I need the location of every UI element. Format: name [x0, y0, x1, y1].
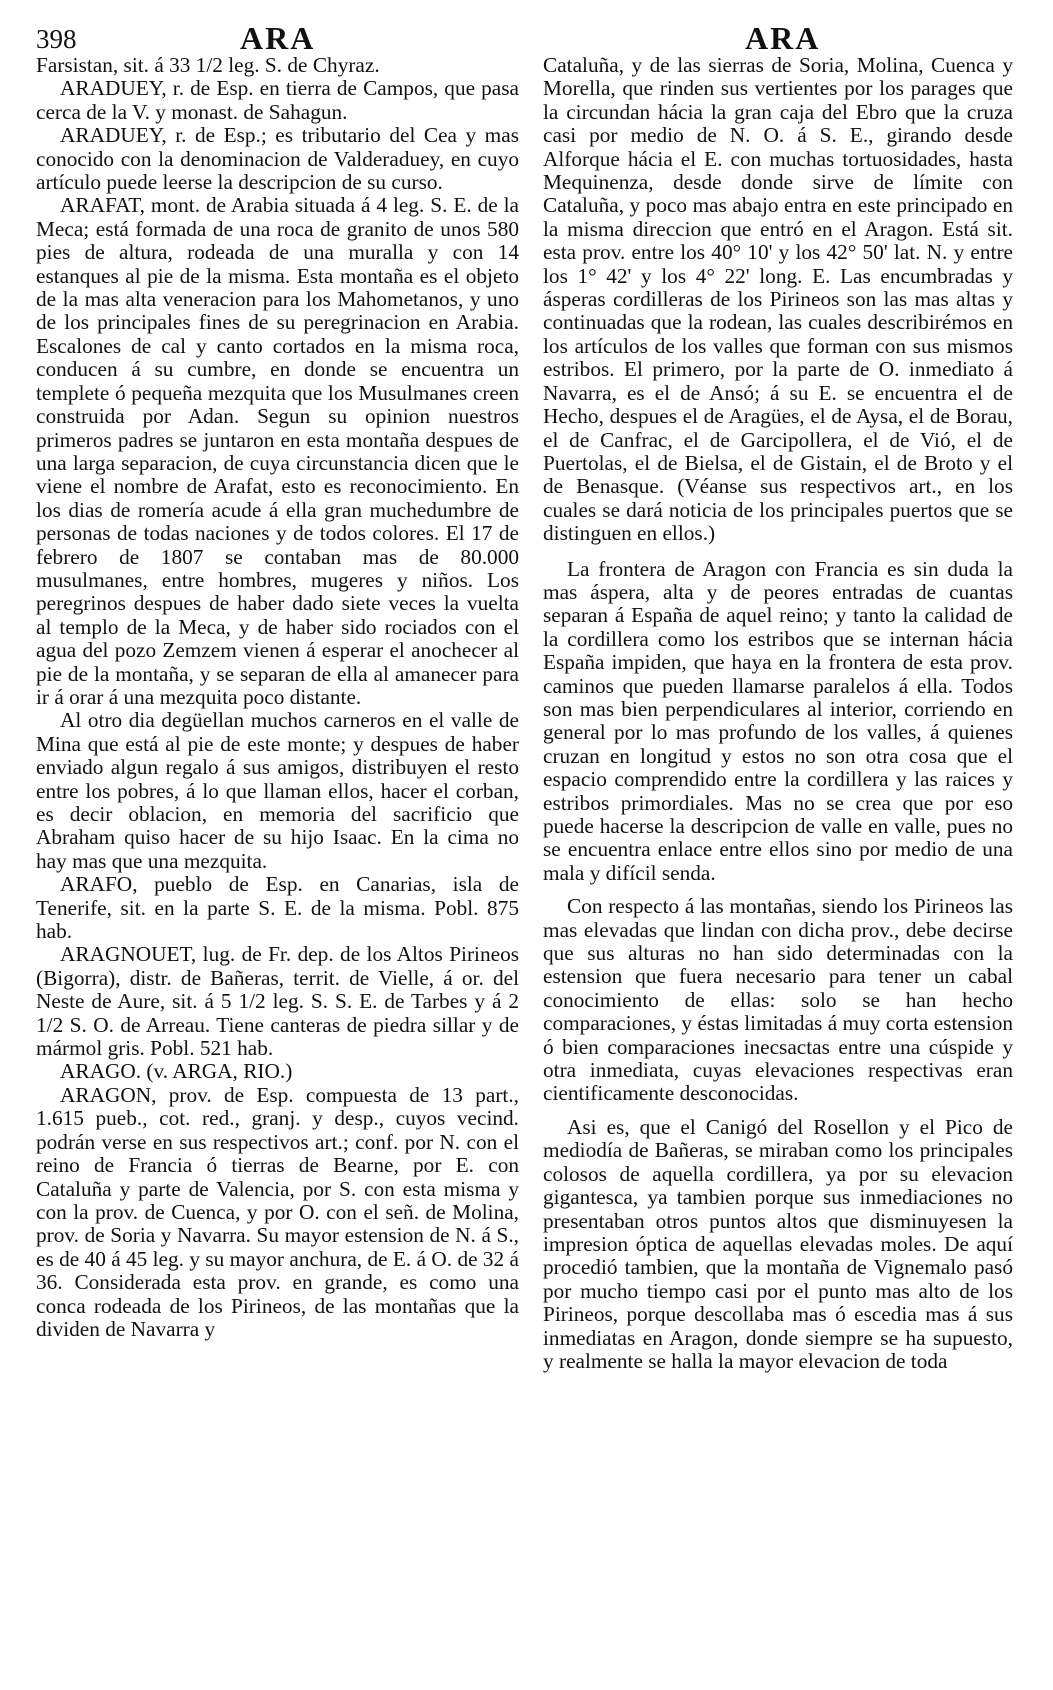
entry-paragraph: ARADUEY, r. de Esp. en tierra de Campos, que pasa cerca de la V. y monast. de Sahagun.: [36, 76, 519, 124]
page-number: 398: [36, 24, 77, 54]
right-column: [543, 54, 1013, 1373]
running-header: [0, 18, 1053, 58]
entry-paragraph: ARAGNOUET, lug. de Fr. dep. de los Altos Pirineos (Bigorra), distr. de Bañeras, territ. de Vielle, á or. del Neste de Aure, sit. á 5 1/2 leg. S. S. E. de Tarbes y á 2 1/2 S. O. de Arreau. Tiene canteras de piedra sillar y de mármol gris. Pobl. 521 hab.: [36, 942, 519, 1061]
entry-paragraph: ARAGON, prov. de Esp. compuesta de 13 part., 1.615 pueb., cot. red., granj. y desp., cuyos vecind. podrán verse en sus respectivos art.; conf. por N. con el reino de Francia ó tierras de Bearne, por E. con Cataluña y parte de Valencia, por S. con esta misma y con la prov. de Cuenca, y por O. con el señ. de Molina, prov. de Soria y Navarra. Su mayor estension de N. á S., es de 40 á 45 leg. y su mayor anchura, de E. á O. de 32 á 36. Considerada esta prov. en grande, es como una conca rodeada de los Pirineos, de las montañas que la dividen de Navarra y: [36, 1082, 519, 1341]
running-headword-left: ARA: [240, 20, 316, 56]
entry-paragraph: ARADUEY, r. de Esp.; es tributario del Cea y mas conocido con la denominacion de Valderaduey, en cuyo artículo puede leerse la descripcion de su curso.: [36, 123, 519, 195]
entry-paragraph: ARAGO. (v. ARGA, RIO.): [60, 1059, 293, 1084]
entry-paragraph: Farsistan, sit. á 33 1/2 leg. S. de Chyraz.: [36, 53, 380, 77]
entry-paragraph: Al otro dia degüellan muchos carneros en el valle de Mina que está al pie de este monte; y despues de haber enviado algun regalo á sus amigos, distribuyen el resto entre los pobres, á lo que llaman ellos, hacer el corban, es decir oblacion, en memoria del sacrificio que Abraham quiso hacer de su hijo Isaac. En la cima no hay mas que una mezquita.: [36, 708, 519, 873]
entry-paragraph: ARAFO, pueblo de Esp. en Canarias, isla de Tenerife, sit. en la parte S. E. de la misma. Pobl. 875 hab.: [36, 872, 519, 944]
entry-paragraph: Cataluña, y de las sierras de Soria, Molina, Cuenca y Morella, que rinden sus vertientes por los parages que la circundan hácia la gran caja del Ebro que la cruza casi por medio de N. O. á S. E., girando desde Alforque hácia el E. con muchas tortuosidades, hasta Mequinenza, desde donde sirve de límite con Cataluña, y poco mas abajo entra en este principado en la misma direccion que entró en el Aragon. Está sit. esta prov. entre los 40° 10' y los 42° 50' lat. N. y entre los 1° 42' y los 4° 22' long. E. Las encumbradas y ásperas cordilleras de los Pirineos son las mas altas y continuadas que la rodean, las cuales describirémos en los artículos de los valles que forman con sus mismos estribos. El primero, por la parte de O. inmediato á Navarra, es el de Ansó; á su E. se encuentra el de Hecho, despues el de Aragües, el de Aysa, el de Borau, el de Canfrac, el de Garcipollera, el de Vió, el de Puertolas, el de Bielsa, el de Gistain, el de Broto y el de Benasque. (Véanse sus respectivos art., en los cuales se dará noticia de los principales puertos que se distinguen en ellos.): [543, 53, 1013, 546]
entry-paragraph: La frontera de Aragon con Francia es sin duda la mas áspera, alta y de peores entradas de cuantas separan á España de aquel reino; y tanto la calidad de la cordillera como los estribos que se internan hácia España impiden, que haya en la frontera de esta prov. caminos que pueden llamarse paralelos á ella. Todos son mas bien perpendiculares al interior, corriendo en general por lo mas profundo de los valles, á quienes cruzan en longitud y estos no son otra cosa que el espacio comprendido entre la cordillera y las raices y estribos primordiales. Mas no se crea que por eso puede hacerse la descripcion de valle en valle, pues no se encuentra enlace entre ellos sino por medio de una mala y difícil senda.: [543, 556, 1013, 885]
entry-paragraph: Con respecto á las montañas, siendo los Pirineos las mas elevadas que lindan con dicha prov., debe decirse que sus alturas no han sido determinadas con la estension que fuera necesario para tener un cabal conocimiento de ellas: solo se han hecho comparaciones, y éstas limitadas á muy corta estension ó bien comparaciones inecsactas entre una cúspide y otra inmediata, cuyas elevaciones respectivas eran cientificamente desconocidas.: [543, 894, 1013, 1106]
left-column: [36, 54, 519, 1341]
entry-paragraph: ARAFAT, mont. de Arabia situada á 4 leg. S. E. de la Meca; está formada de una roca de granito de unos 580 pies de altura, rodeada de una muralla y con 14 estanques al pie de la misma. Esta montaña es el objeto de la mas alta veneracion para los Mahometanos, y uno de los principales fines de su peregrinacion en Arabia. Escalones de cal y canto cortados en la misma roca, conducen á su cumbre, en donde se encuentra un templete ó pequeña mezquita que los Musulmanes creen construida por Adan. Segun su opinion nuestros primeros padres se juntaron en esta montaña despues de una larga separacion, de cuya circunstancia dicen que le viene el nombre de Arafat, esto es reconocimiento. En los dias de romería acude á ella gran muchedumbre de personas de todas naciones y de todos colores. El 17 de febrero de 1807 se contaban mas de 80.000 musulmanes, entre hombres, mugeres y niños. Los peregrinos despues de haber dado siete veces la vuelta al templo de la Meca, y de haber sido rociados con el agua del pozo Zemzem vienen á esperar el anochecer al pie de la montaña, y se separan de ella al amanecer para ir á orar á una mezquita poco distante.: [36, 193, 519, 709]
entry-paragraph: Asi es, que el Canigó del Rosellon y el Pico de mediodía de Bañeras, se miraban como los principales colosos de aquella cordillera, ya por su elevacion gigantesca, ya tambien porque sus inmediaciones no presentaban otros puntos altos que disminuyesen la impresion óptica de aquellas elevadas moles. De aquí procedió tambien, que la montaña de Vignemalo pasó por mucho tiempo casi por el punto mas alto de los Pirineos, porque descollaba mas ó escedia mas á sus inmediatas en Aragon, donde siempre se ha supuesto, y realmente se halla la mayor elevacion de toda: [543, 1114, 1013, 1373]
running-headword-right: ARA: [745, 20, 821, 56]
